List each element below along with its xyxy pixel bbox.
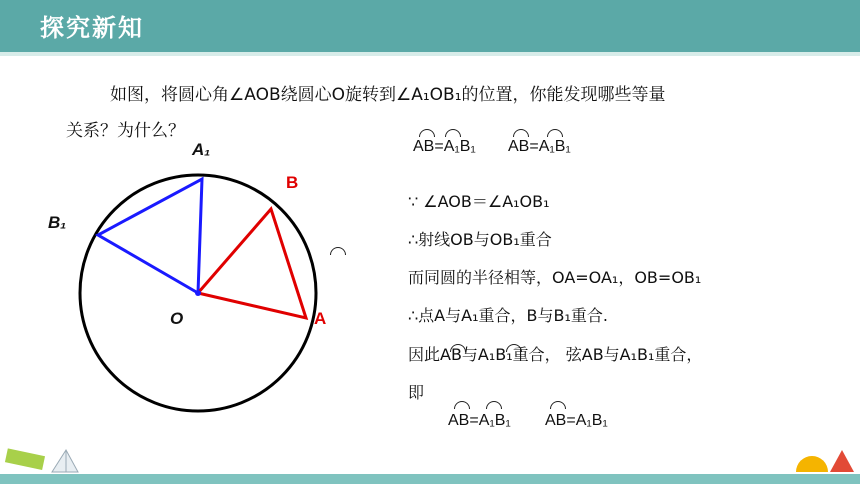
label-b: B	[286, 173, 299, 192]
proof-line-3: 而同圆的半径相等，OA=OA₁，OB=OB₁	[408, 268, 702, 287]
center-point	[195, 290, 201, 296]
original-triangle	[198, 209, 306, 318]
label-a: A	[314, 309, 327, 328]
proof-line-2: ∴射线OB与OB₁重合	[408, 230, 552, 249]
label-a1: A₁	[192, 140, 211, 159]
question-line-1: 如图，将圆心角∠AOB绕圆心O旋转到∠A₁OB₁的位置，你能发现哪些等量	[110, 85, 666, 105]
question-line-2: 关系？为什么？	[66, 121, 185, 141]
protractor-icon	[790, 444, 860, 474]
chord-equality-bottom: AB=A₁B₁	[545, 412, 608, 429]
chord-equality: AB=A₁B₁	[508, 138, 571, 155]
proof-line-6: 即	[408, 383, 425, 402]
proof-line-1: ∵ ∠AOB＝∠A₁OB₁	[408, 192, 550, 211]
label-b1: B₁	[48, 213, 67, 232]
bottom-bar	[0, 474, 860, 484]
rotated-triangle	[98, 179, 202, 293]
arc-equality: AB=A₁B₁	[413, 138, 476, 155]
proof-line-5: 因此AB与A₁B₁重合， 弦AB与A₁B₁重合，	[408, 345, 703, 364]
proof-line-4: ∴点A与A₁重合，B与B₁重合.	[408, 306, 608, 325]
page-title: 探究新知	[40, 14, 144, 42]
label-o: O	[170, 309, 184, 328]
arc-equality-bottom: AB=A₁B₁	[448, 412, 511, 429]
ruler-pyramid-icon	[4, 446, 84, 476]
